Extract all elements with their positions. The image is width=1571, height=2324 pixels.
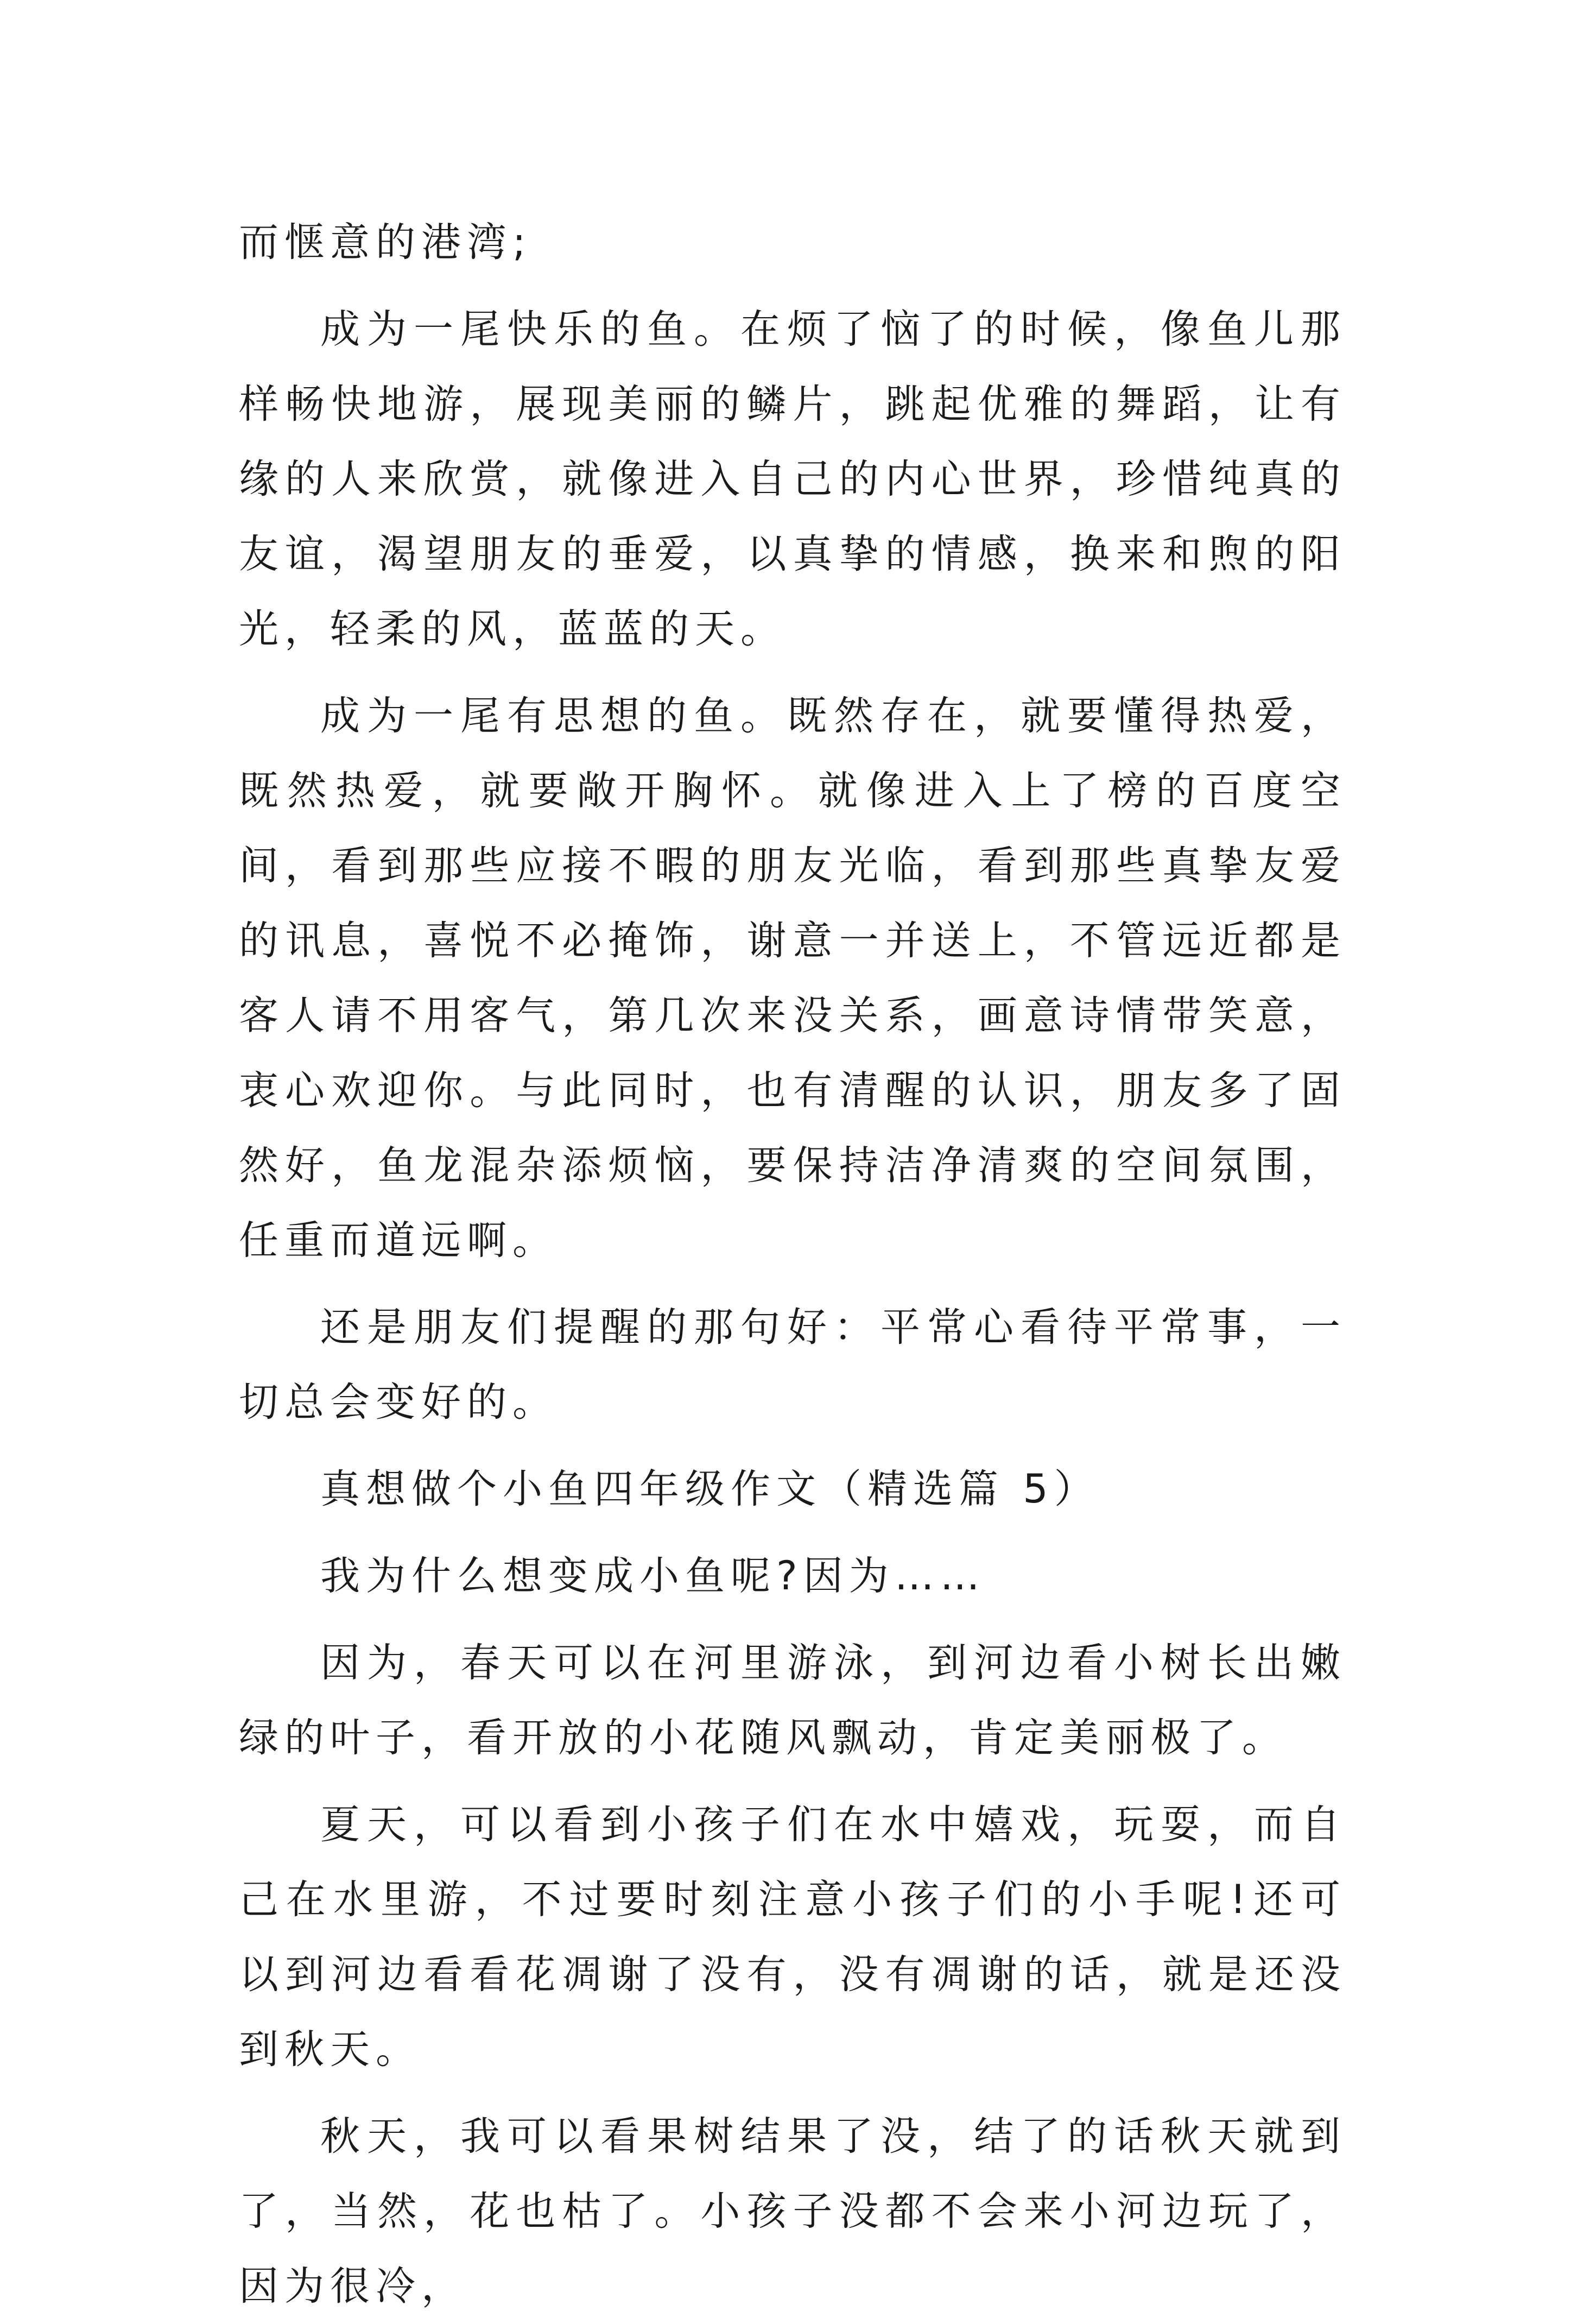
paragraph-5: 我为什么想变成小鱼呢?因为…… <box>320 1553 986 1599</box>
paragraph-2: 成为一尾快乐的鱼。在烦了恼了的时候，像鱼儿那样畅快地游，展现美丽的鳞片，跳起优雅的舞蹈，让有缘的人来欣赏，就像进入自己的内心世界，珍惜纯真的友谊，渴望朋友的垂爱，以真挚的情感，换来和煦的阳光，轻柔的风，蓝蓝的天。 <box>239 306 1346 652</box>
paragraph-3: 成为一尾有思想的鱼。既然存在，就要懂得热爱，既然热爱，就要敞开胸怀。就像进入上了榜的百度空间，看到那些应接不暇的朋友光临，看到那些真挚友爱的讯息，喜悦不必掩饰，谢意一并送上，不管远近都是客人请不用客气，第几次来没关系，画意诗情带笑意，衷心欢迎你。与此同时，也有清醒的认识，朋友多了固然好，鱼龙混杂添烦恼，要保持洁净清爽的空间氛围，任重而道远啊。 <box>239 693 1346 1264</box>
paragraph-4: 还是朋友们提醒的那句好：平常心看待平常事，一切总会变好的。 <box>239 1304 1346 1425</box>
section-heading: 真想做个小鱼四年级作文（精选篇 5） <box>320 1466 1100 1512</box>
paragraph-6: 因为，春天可以在河里游泳，到河边看小树长出嫩绿的叶子，看开放的小花随风飘动，肯定美丽极了。 <box>239 1640 1346 1761</box>
paragraph-1: 而惬意的港湾; <box>239 219 532 266</box>
paragraph-8: 秋天，我可以看果树结果了没，结了的话秋天就到了，当然，花也枯了。小孩子没都不会来小河边玩了，因为很冷， <box>239 2113 1346 2309</box>
document-body <box>239 205 1346 2324</box>
paragraph-7: 夏天，可以看到小孩子们在水中嬉戏，玩耍，而自己在水里游，不过要时刻注意小孩子们的小手呢!还可以到河边看看花凋谢了没有，没有凋谢的话，就是还没到秋天。 <box>239 1802 1346 2073</box>
